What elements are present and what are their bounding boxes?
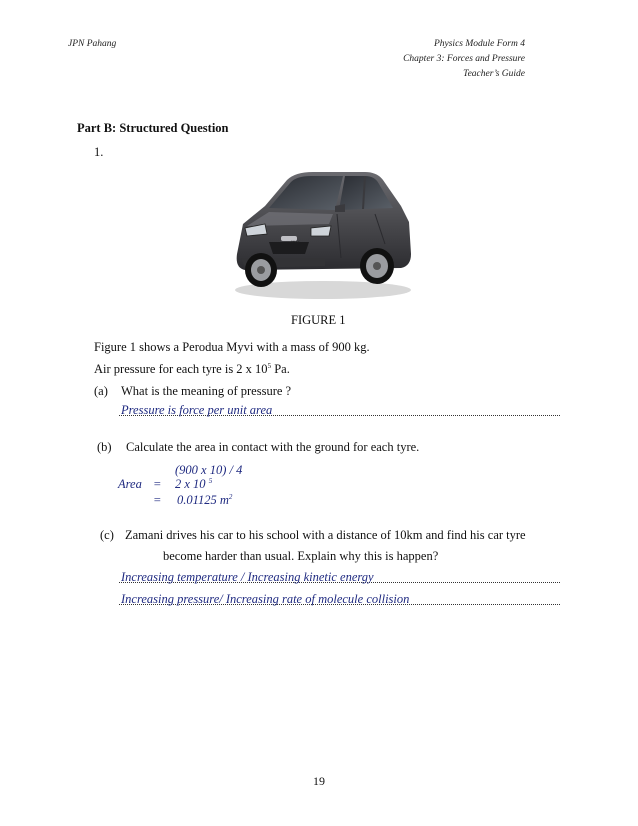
car-illustration [225,162,415,302]
part-b-result-base: 0.01125 m [177,493,229,508]
part-b-area-word: Area [118,477,142,491]
part-a-answer: Pressure is force per unit area [121,403,273,417]
header-right-line2: Chapter 3: Forces and Pressure [403,54,525,64]
part-a-label: (a) [94,384,108,398]
car-image [225,162,415,302]
intro-line2-post: Pa. [271,362,290,377]
part-b-label: (b) [97,440,112,454]
intro-line2-exp: 5 [267,362,272,370]
part-b-result [177,493,232,508]
header-left: JPN Pahang [68,39,117,49]
part-b-eq2: = [153,493,162,507]
question-number: 1. [94,145,104,159]
car-badge-text: Myvi [291,239,300,244]
part-c-question-line2: become harder than usual. Explain why this is happen? [163,549,439,563]
part-a-question: What is the meaning of pressure ? [121,384,292,398]
intro-line1: Figure 1 shows a Perodua Myvi with a mass of 900 kg. [94,340,370,354]
part-b-denominator [175,477,212,492]
part-b-eq1: = [153,477,162,491]
part-b-denominator-base: 2 x 10 [175,477,206,492]
part-c-answer2: Increasing pressure/ Increasing rate of molecule collision [121,592,410,606]
part-b-question: Calculate the area in contact with the ground for each tyre. [126,440,420,454]
intro-line2-pre: Air pressure for each tyre is 2 x 10 [94,362,268,377]
part-c-answer1: Increasing temperature / Increasing kinetic energy [121,570,374,584]
page-number: 19 [313,774,325,788]
part-title: Part B: Structured Question [77,121,229,135]
header-right-line1: Physics Module Form 4 [433,39,525,49]
part-b-numerator: (900 x 10) / 4 [175,463,243,477]
part-c-label: (c) [100,528,114,542]
part-c-question-line1: Zamani drives his car to his school with a distance of 10km and find his car tyre [125,528,526,542]
figure-caption: FIGURE 1 [291,313,346,327]
part-b-denominator-exp: 5 [208,477,213,485]
intro-line2 [94,362,290,377]
header-right-line3: Teacher’s Guide [463,69,525,79]
part-b-result-exp: 2 [228,493,233,501]
